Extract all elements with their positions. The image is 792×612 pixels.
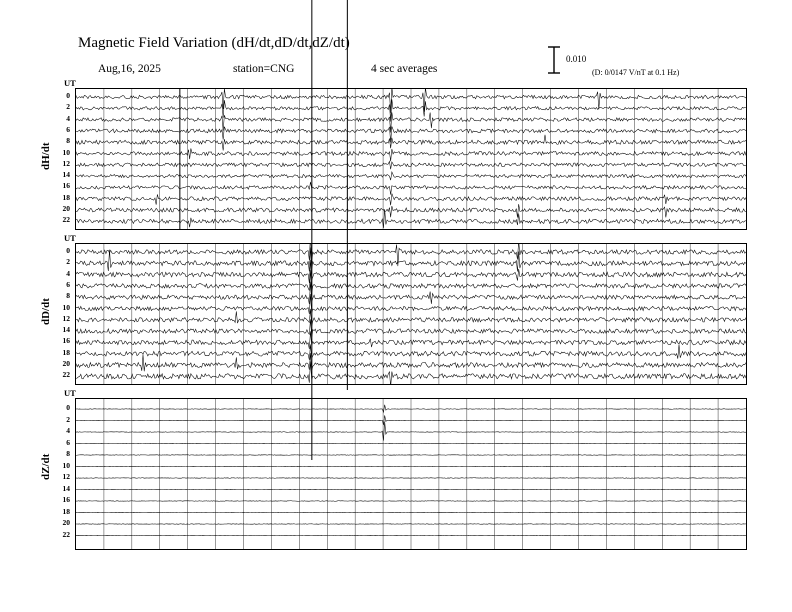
hour-label-dhdt-18: 18 — [62, 192, 70, 202]
hour-label-dddt-0: 0 — [66, 246, 70, 255]
hour-label-dhdt-8: 8 — [66, 136, 70, 146]
hour-label-dhdt-16: 16 — [62, 181, 70, 191]
axis-label-dhdt: dH/dt — [40, 142, 52, 170]
hour-label-dddt-6: 6 — [66, 279, 70, 289]
hour-label-dddt-20: 20 — [62, 359, 70, 368]
hour-label-dhdt-14: 14 — [62, 170, 70, 180]
panel-dhdt[interactable] — [75, 88, 747, 230]
axis-label-dddt: dD/dt — [40, 298, 52, 325]
hour-label-dddt-8: 8 — [66, 291, 70, 301]
ut-label-panel-2: UT — [64, 233, 76, 243]
hour-label-dhdt-12: 12 — [62, 158, 70, 168]
hour-label-dhdt-20: 20 — [62, 204, 70, 213]
ut-label-panel-3: UT — [64, 388, 76, 398]
station-label: station=CNG — [233, 63, 295, 75]
calibration-value: 0.010 — [566, 54, 587, 64]
hour-label-dhdt-22: 22 — [62, 215, 70, 225]
observation-date: Aug,16, 2025 — [98, 63, 161, 75]
ut-label-panel-1: UT — [64, 78, 76, 88]
hour-label-dddt-18: 18 — [62, 347, 70, 357]
hour-label-dzdt-0: 0 — [66, 403, 70, 412]
calibration-note: (D: 0/0147 V/nT at 0.1 Hz) — [592, 68, 680, 77]
panel-dddt[interactable] — [75, 243, 747, 385]
hour-label-dzdt-2: 2 — [66, 414, 70, 424]
calibration-bar — [546, 46, 562, 79]
hour-label-dzdt-18: 18 — [62, 506, 70, 516]
hour-label-dhdt-2: 2 — [66, 102, 70, 112]
hour-label-dddt-14: 14 — [62, 325, 70, 335]
hour-label-dzdt-14: 14 — [62, 483, 70, 493]
hour-label-dzdt-20: 20 — [62, 518, 70, 527]
hour-label-dzdt-10: 10 — [62, 460, 70, 470]
axis-label-dzdt: dZ/dt — [40, 453, 52, 480]
hour-label-dzdt-16: 16 — [62, 495, 70, 504]
hour-label-dddt-22: 22 — [62, 370, 70, 380]
hour-label-dddt-16: 16 — [62, 336, 70, 346]
hour-label-dzdt-4: 4 — [66, 426, 70, 435]
hour-label-dzdt-8: 8 — [66, 449, 70, 458]
hour-label-dddt-12: 12 — [62, 313, 70, 323]
hour-label-dddt-2: 2 — [66, 257, 70, 267]
hour-label-dhdt-4: 4 — [66, 113, 70, 123]
averaging-label: 4 sec averages — [371, 63, 438, 75]
hour-label-dddt-4: 4 — [66, 268, 70, 278]
hour-label-dhdt-10: 10 — [62, 147, 70, 157]
panel-dzdt[interactable] — [75, 398, 747, 550]
hour-label-dhdt-0: 0 — [66, 91, 70, 100]
page-title: Magnetic Field Variation (dH/dt,dD/dt,dZ/dt) — [78, 35, 350, 51]
hour-label-dzdt-12: 12 — [62, 472, 70, 481]
hour-label-dhdt-6: 6 — [66, 124, 70, 134]
hour-label-dzdt-6: 6 — [66, 437, 70, 447]
hour-label-dzdt-22: 22 — [62, 529, 70, 539]
hour-label-dddt-10: 10 — [62, 302, 70, 312]
